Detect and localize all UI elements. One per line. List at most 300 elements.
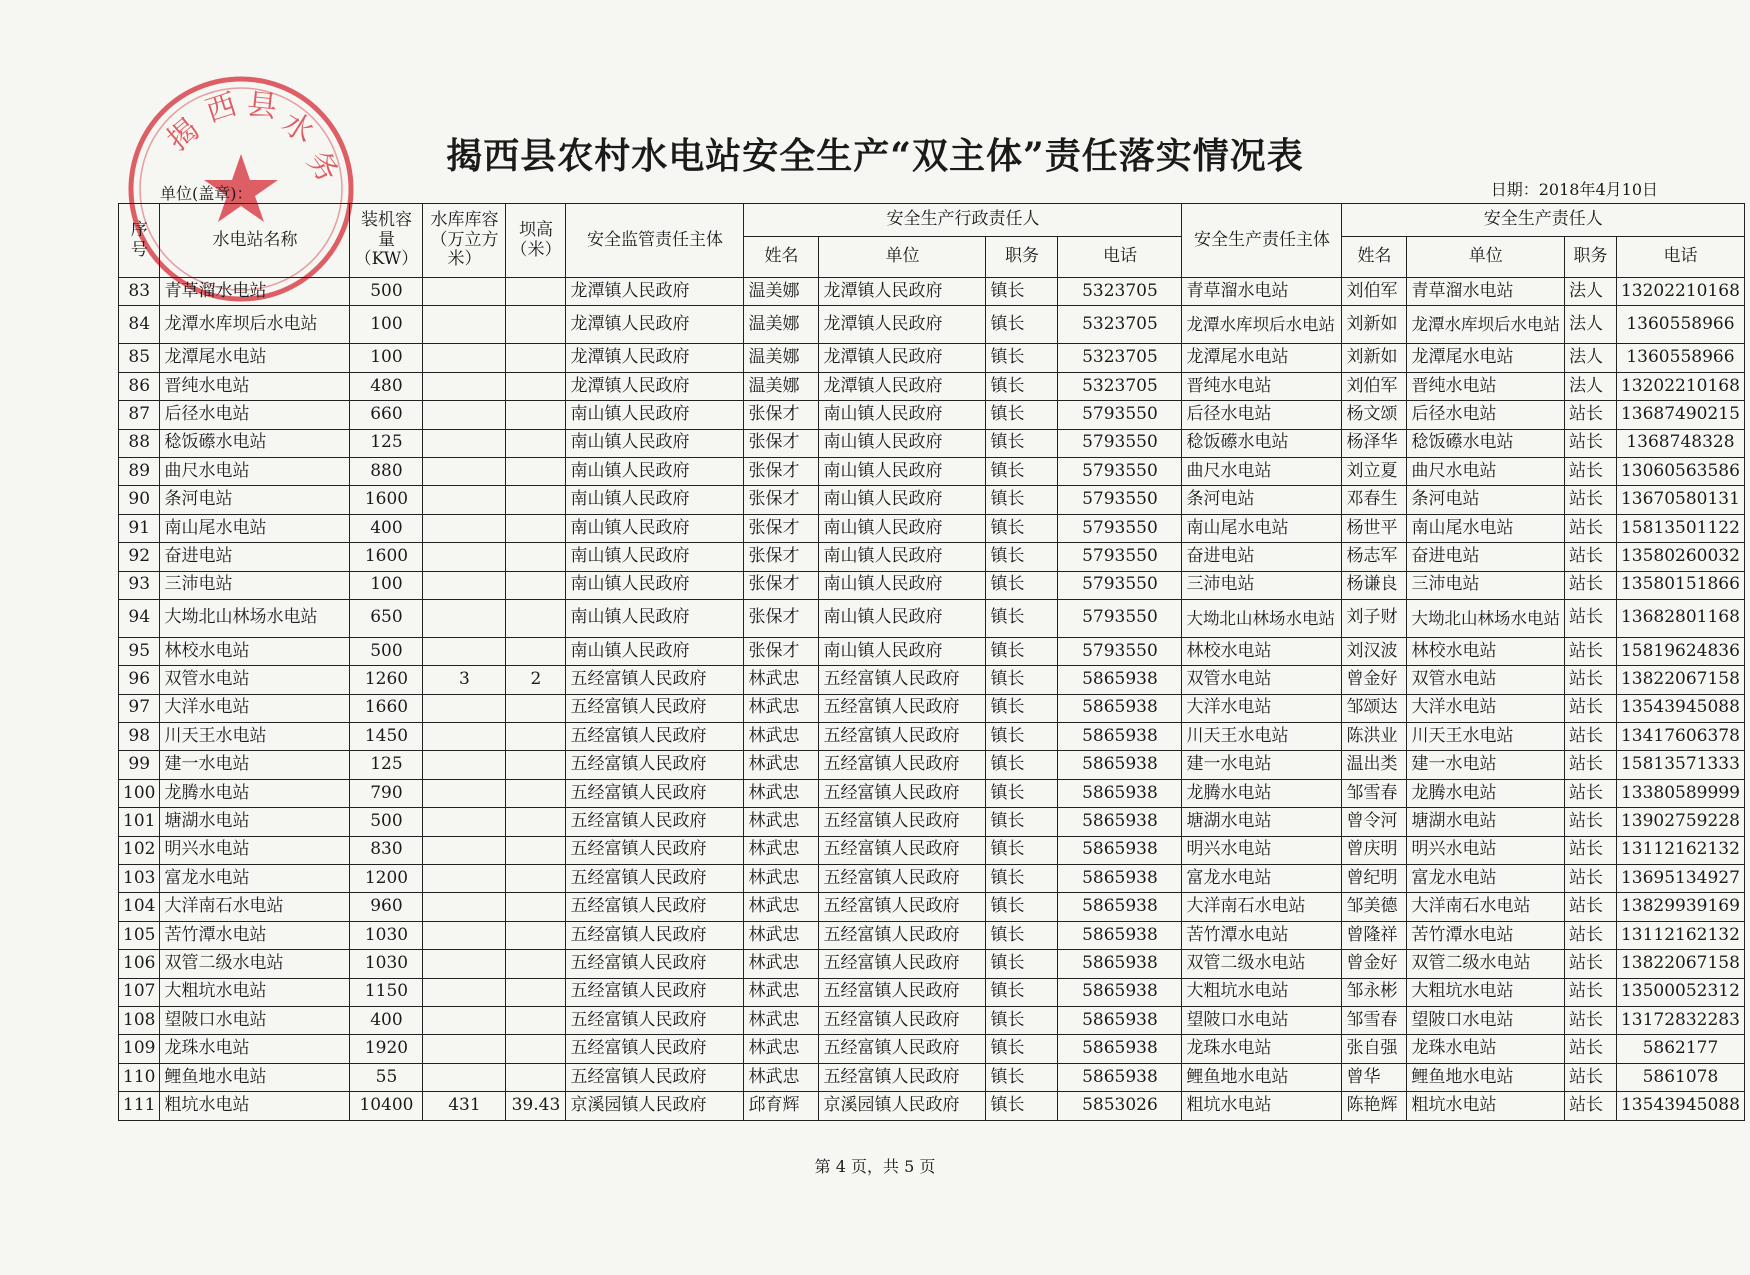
cell-reservoir xyxy=(423,723,506,751)
cell-subject: 鲤鱼地水电站 xyxy=(1182,1063,1342,1091)
table-row xyxy=(119,921,1745,949)
cell-resp-unit: 粗坑水电站 xyxy=(1407,1092,1565,1120)
cell-dam-height xyxy=(506,372,566,400)
cell-resp-name: 温出类 xyxy=(1342,751,1407,779)
cell-subject: 青草溜水电站 xyxy=(1182,278,1342,306)
table-row xyxy=(119,514,1745,542)
cell-admin-name: 林武忠 xyxy=(744,1035,819,1063)
cell-capacity: 100 xyxy=(350,344,423,372)
cell-station-name: 曲尺水电站 xyxy=(160,457,350,485)
header-resp-unit: 单位 xyxy=(1407,237,1565,278)
svg-text:西: 西 xyxy=(201,87,242,130)
cell-resp-post: 法人 xyxy=(1564,344,1616,372)
cell-resp-name: 曾华 xyxy=(1342,1063,1407,1091)
cell-admin-phone: 5865938 xyxy=(1058,1006,1182,1034)
cell-admin-name: 林武忠 xyxy=(744,836,819,864)
cell-seq: 103 xyxy=(119,865,160,893)
cell-capacity: 400 xyxy=(350,514,423,542)
cell-supervisor: 五经富镇人民政府 xyxy=(566,694,744,722)
cell-capacity: 10400 xyxy=(350,1092,423,1120)
cell-seq: 106 xyxy=(119,950,160,978)
cell-station-name: 南山尾水电站 xyxy=(160,514,350,542)
cell-capacity: 960 xyxy=(350,893,423,921)
cell-admin-post: 镇长 xyxy=(986,836,1058,864)
cell-admin-phone: 5865938 xyxy=(1058,1035,1182,1063)
cell-dam-height xyxy=(506,865,566,893)
cell-resp-phone: 13543945088 xyxy=(1616,694,1744,722)
cell-reservoir xyxy=(423,306,506,344)
table-row xyxy=(119,401,1745,429)
cell-seq: 108 xyxy=(119,1006,160,1034)
cell-supervisor: 龙潭镇人民政府 xyxy=(566,306,744,344)
cell-station-name: 奋进电站 xyxy=(160,543,350,571)
cell-admin-post: 镇长 xyxy=(986,543,1058,571)
cell-admin-phone: 5865938 xyxy=(1058,921,1182,949)
cell-resp-phone: 1368748328 xyxy=(1616,429,1744,457)
cell-admin-name: 温美娜 xyxy=(744,306,819,344)
cell-dam-height xyxy=(506,808,566,836)
cell-supervisor: 南山镇人民政府 xyxy=(566,429,744,457)
cell-admin-unit: 五经富镇人民政府 xyxy=(819,723,986,751)
table-row xyxy=(119,808,1745,836)
cell-seq: 92 xyxy=(119,543,160,571)
cell-resp-name: 邹美德 xyxy=(1342,893,1407,921)
cell-admin-post: 镇长 xyxy=(986,1092,1058,1120)
cell-resp-post: 站长 xyxy=(1564,637,1616,665)
cell-dam-height xyxy=(506,836,566,864)
cell-subject: 望陂口水电站 xyxy=(1182,1006,1342,1034)
table-row xyxy=(119,779,1745,807)
cell-seq: 101 xyxy=(119,808,160,836)
cell-supervisor: 南山镇人民政府 xyxy=(566,571,744,599)
table-row xyxy=(119,836,1745,864)
cell-admin-name: 张保才 xyxy=(744,637,819,665)
cell-seq: 95 xyxy=(119,637,160,665)
cell-admin-phone: 5323705 xyxy=(1058,306,1182,344)
cell-station-name: 龙潭尾水电站 xyxy=(160,344,350,372)
cell-admin-phone: 5865938 xyxy=(1058,865,1182,893)
cell-admin-unit: 五经富镇人民政府 xyxy=(819,893,986,921)
cell-subject: 条河电站 xyxy=(1182,486,1342,514)
cell-station-name: 大洋南石水电站 xyxy=(160,893,350,921)
cell-reservoir xyxy=(423,950,506,978)
cell-admin-unit: 五经富镇人民政府 xyxy=(819,950,986,978)
cell-subject: 苦竹潭水电站 xyxy=(1182,921,1342,949)
cell-resp-post: 站长 xyxy=(1564,978,1616,1006)
cell-resp-post: 站长 xyxy=(1564,543,1616,571)
cell-resp-unit: 大洋水电站 xyxy=(1407,694,1565,722)
header-station-name: 水电站名称 xyxy=(160,204,350,278)
cell-resp-unit: 奋进电站 xyxy=(1407,543,1565,571)
cell-admin-name: 温美娜 xyxy=(744,278,819,306)
cell-dam-height xyxy=(506,978,566,1006)
cell-reservoir: 3 xyxy=(423,666,506,694)
table-row xyxy=(119,637,1745,665)
cell-subject: 富龙水电站 xyxy=(1182,865,1342,893)
cell-station-name: 后径水电站 xyxy=(160,401,350,429)
cell-capacity: 125 xyxy=(350,429,423,457)
cell-station-name: 林校水电站 xyxy=(160,637,350,665)
cell-resp-post: 站长 xyxy=(1564,1035,1616,1063)
cell-admin-unit: 五经富镇人民政府 xyxy=(819,1006,986,1034)
table-row xyxy=(119,978,1745,1006)
table-row xyxy=(119,571,1745,599)
cell-admin-post: 镇长 xyxy=(986,921,1058,949)
cell-capacity: 100 xyxy=(350,571,423,599)
cell-supervisor: 五经富镇人民政府 xyxy=(566,808,744,836)
cell-subject: 建一水电站 xyxy=(1182,751,1342,779)
cell-admin-post: 镇长 xyxy=(986,486,1058,514)
cell-seq: 91 xyxy=(119,514,160,542)
cell-admin-phone: 5853026 xyxy=(1058,1092,1182,1120)
cell-capacity: 660 xyxy=(350,401,423,429)
cell-resp-phone: 15813571333 xyxy=(1616,751,1744,779)
cell-resp-unit: 望陂口水电站 xyxy=(1407,1006,1565,1034)
cell-resp-unit: 塘湖水电站 xyxy=(1407,808,1565,836)
cell-reservoir xyxy=(423,893,506,921)
cell-resp-post: 站长 xyxy=(1564,950,1616,978)
cell-resp-name: 刘立夏 xyxy=(1342,457,1407,485)
cell-admin-phone: 5865938 xyxy=(1058,893,1182,921)
cell-resp-name: 刘伯军 xyxy=(1342,278,1407,306)
cell-admin-post: 镇长 xyxy=(986,893,1058,921)
cell-seq: 86 xyxy=(119,372,160,400)
cell-resp-unit: 富龙水电站 xyxy=(1407,865,1565,893)
cell-supervisor: 五经富镇人民政府 xyxy=(566,893,744,921)
cell-admin-post: 镇长 xyxy=(986,599,1058,637)
cell-admin-phone: 5793550 xyxy=(1058,457,1182,485)
cell-seq: 97 xyxy=(119,694,160,722)
cell-admin-name: 张保才 xyxy=(744,457,819,485)
table-row xyxy=(119,457,1745,485)
table-row xyxy=(119,723,1745,751)
cell-capacity: 790 xyxy=(350,779,423,807)
cell-station-name: 三沛电站 xyxy=(160,571,350,599)
cell-admin-post: 镇长 xyxy=(986,457,1058,485)
cell-seq: 84 xyxy=(119,306,160,344)
table-row xyxy=(119,1063,1745,1091)
cell-resp-unit: 川天王水电站 xyxy=(1407,723,1565,751)
cell-dam-height xyxy=(506,723,566,751)
cell-seq: 83 xyxy=(119,278,160,306)
cell-capacity: 500 xyxy=(350,808,423,836)
cell-admin-unit: 龙潭镇人民政府 xyxy=(819,278,986,306)
cell-admin-post: 镇长 xyxy=(986,950,1058,978)
cell-seq: 104 xyxy=(119,893,160,921)
cell-resp-post: 站长 xyxy=(1564,723,1616,751)
svg-text:务: 务 xyxy=(299,144,346,190)
cell-admin-name: 林武忠 xyxy=(744,1063,819,1091)
cell-resp-phone: 5861078 xyxy=(1616,1063,1744,1091)
cell-supervisor: 南山镇人民政府 xyxy=(566,514,744,542)
cell-resp-name: 邹雪春 xyxy=(1342,779,1407,807)
cell-station-name: 条河电站 xyxy=(160,486,350,514)
cell-admin-post: 镇长 xyxy=(986,723,1058,751)
table-row xyxy=(119,372,1745,400)
header-responsible-group: 安全生产责任人 xyxy=(1342,204,1745,237)
cell-resp-post: 站长 xyxy=(1564,921,1616,949)
header-admin-post: 职务 xyxy=(986,237,1058,278)
cell-resp-phone: 5862177 xyxy=(1616,1035,1744,1063)
cell-resp-post: 站长 xyxy=(1564,694,1616,722)
cell-supervisor: 南山镇人民政府 xyxy=(566,637,744,665)
cell-capacity: 480 xyxy=(350,372,423,400)
cell-admin-phone: 5793550 xyxy=(1058,429,1182,457)
cell-resp-unit: 明兴水电站 xyxy=(1407,836,1565,864)
cell-seq: 109 xyxy=(119,1035,160,1063)
cell-admin-unit: 南山镇人民政府 xyxy=(819,514,986,542)
cell-supervisor: 龙潭镇人民政府 xyxy=(566,278,744,306)
header-admin-name: 姓名 xyxy=(744,237,819,278)
cell-subject: 明兴水电站 xyxy=(1182,836,1342,864)
cell-admin-post: 镇长 xyxy=(986,429,1058,457)
cell-resp-name: 刘伯军 xyxy=(1342,372,1407,400)
cell-supervisor: 南山镇人民政府 xyxy=(566,401,744,429)
cell-resp-post: 站长 xyxy=(1564,514,1616,542)
cell-admin-post: 镇长 xyxy=(986,637,1058,665)
cell-resp-phone: 13682801168 xyxy=(1616,599,1744,637)
cell-station-name: 粗坑水电站 xyxy=(160,1092,350,1120)
cell-resp-post: 站长 xyxy=(1564,486,1616,514)
cell-station-name: 富龙水电站 xyxy=(160,865,350,893)
cell-capacity: 1920 xyxy=(350,1035,423,1063)
cell-supervisor: 五经富镇人民政府 xyxy=(566,978,744,1006)
table-row xyxy=(119,344,1745,372)
header-capacity: 装机容量（KW） xyxy=(350,204,423,278)
cell-resp-name: 曾纪明 xyxy=(1342,865,1407,893)
cell-admin-phone: 5793550 xyxy=(1058,543,1182,571)
cell-supervisor: 五经富镇人民政府 xyxy=(566,921,744,949)
cell-subject: 林校水电站 xyxy=(1182,637,1342,665)
cell-seq: 89 xyxy=(119,457,160,485)
cell-supervisor: 南山镇人民政府 xyxy=(566,599,744,637)
cell-admin-name: 林武忠 xyxy=(744,779,819,807)
cell-resp-unit: 林校水电站 xyxy=(1407,637,1565,665)
cell-station-name: 双管水电站 xyxy=(160,666,350,694)
cell-capacity: 1030 xyxy=(350,921,423,949)
cell-resp-unit: 晋纯水电站 xyxy=(1407,372,1565,400)
cell-dam-height xyxy=(506,1035,566,1063)
cell-resp-unit: 龙潭尾水电站 xyxy=(1407,344,1565,372)
cell-resp-unit: 青草溜水电站 xyxy=(1407,278,1565,306)
cell-resp-unit: 苦竹潭水电站 xyxy=(1407,921,1565,949)
table-row xyxy=(119,865,1745,893)
cell-capacity: 1600 xyxy=(350,543,423,571)
cell-admin-unit: 南山镇人民政府 xyxy=(819,599,986,637)
cell-admin-name: 温美娜 xyxy=(744,372,819,400)
cell-resp-phone: 13112162132 xyxy=(1616,921,1744,949)
cell-dam-height xyxy=(506,694,566,722)
cell-seq: 105 xyxy=(119,921,160,949)
cell-admin-name: 张保才 xyxy=(744,571,819,599)
cell-admin-name: 林武忠 xyxy=(744,751,819,779)
cell-resp-name: 陈洪业 xyxy=(1342,723,1407,751)
cell-station-name: 晋纯水电站 xyxy=(160,372,350,400)
cell-dam-height xyxy=(506,401,566,429)
cell-supervisor: 五经富镇人民政府 xyxy=(566,1006,744,1034)
cell-seq: 99 xyxy=(119,751,160,779)
cell-subject: 大洋南石水电站 xyxy=(1182,893,1342,921)
cell-reservoir xyxy=(423,1035,506,1063)
cell-admin-phone: 5865938 xyxy=(1058,836,1182,864)
cell-resp-name: 杨谦良 xyxy=(1342,571,1407,599)
table-body xyxy=(119,278,1745,1121)
cell-capacity: 830 xyxy=(350,836,423,864)
cell-supervisor: 五经富镇人民政府 xyxy=(566,950,744,978)
cell-resp-phone: 13543945088 xyxy=(1616,1092,1744,1120)
svg-text:揭: 揭 xyxy=(160,112,207,159)
table-row xyxy=(119,599,1745,637)
header-seq: 序号 xyxy=(119,204,160,278)
cell-resp-name: 刘新如 xyxy=(1342,306,1407,344)
cell-reservoir: 431 xyxy=(423,1092,506,1120)
cell-station-name: 明兴水电站 xyxy=(160,836,350,864)
cell-subject: 后径水电站 xyxy=(1182,401,1342,429)
cell-resp-phone: 13202210168 xyxy=(1616,372,1744,400)
cell-admin-post: 镇长 xyxy=(986,865,1058,893)
cell-admin-post: 镇长 xyxy=(986,1035,1058,1063)
cell-resp-post: 站长 xyxy=(1564,779,1616,807)
cell-reservoir xyxy=(423,751,506,779)
cell-resp-post: 站长 xyxy=(1564,599,1616,637)
cell-admin-post: 镇长 xyxy=(986,1006,1058,1034)
cell-resp-name: 杨泽华 xyxy=(1342,429,1407,457)
cell-admin-unit: 南山镇人民政府 xyxy=(819,401,986,429)
cell-reservoir xyxy=(423,401,506,429)
cell-admin-unit: 龙潭镇人民政府 xyxy=(819,372,986,400)
cell-resp-unit: 建一水电站 xyxy=(1407,751,1565,779)
cell-admin-unit: 五经富镇人民政府 xyxy=(819,836,986,864)
cell-dam-height xyxy=(506,543,566,571)
cell-admin-name: 林武忠 xyxy=(744,1006,819,1034)
cell-reservoir xyxy=(423,978,506,1006)
cell-reservoir xyxy=(423,1006,506,1034)
svg-text:水: 水 xyxy=(275,105,320,151)
cell-supervisor: 五经富镇人民政府 xyxy=(566,1063,744,1091)
cell-resp-phone: 13580260032 xyxy=(1616,543,1744,571)
cell-resp-phone: 13687490215 xyxy=(1616,401,1744,429)
cell-resp-phone: 13695134927 xyxy=(1616,865,1744,893)
cell-station-name: 川天王水电站 xyxy=(160,723,350,751)
cell-dam-height xyxy=(506,514,566,542)
cell-admin-phone: 5793550 xyxy=(1058,599,1182,637)
cell-admin-unit: 五经富镇人民政府 xyxy=(819,921,986,949)
cell-admin-post: 镇长 xyxy=(986,278,1058,306)
table-row xyxy=(119,666,1745,694)
cell-resp-phone: 13417606378 xyxy=(1616,723,1744,751)
cell-seq: 96 xyxy=(119,666,160,694)
cell-resp-phone: 13670580131 xyxy=(1616,486,1744,514)
cell-reservoir xyxy=(423,429,506,457)
cell-admin-unit: 南山镇人民政府 xyxy=(819,457,986,485)
cell-admin-name: 林武忠 xyxy=(744,921,819,949)
header-admin-group: 安全生产行政责任人 xyxy=(744,204,1182,237)
cell-admin-name: 张保才 xyxy=(744,543,819,571)
table-row xyxy=(119,278,1745,306)
cell-reservoir xyxy=(423,865,506,893)
cell-reservoir xyxy=(423,457,506,485)
cell-resp-name: 张自强 xyxy=(1342,1035,1407,1063)
cell-admin-phone: 5793550 xyxy=(1058,571,1182,599)
cell-resp-name: 杨文颂 xyxy=(1342,401,1407,429)
cell-reservoir xyxy=(423,779,506,807)
cell-resp-phone: 13060563586 xyxy=(1616,457,1744,485)
cell-admin-name: 林武忠 xyxy=(744,978,819,1006)
cell-seq: 100 xyxy=(119,779,160,807)
cell-capacity: 125 xyxy=(350,751,423,779)
table-row xyxy=(119,306,1745,344)
cell-capacity: 650 xyxy=(350,599,423,637)
cell-reservoir xyxy=(423,514,506,542)
table-row xyxy=(119,950,1745,978)
cell-dam-height xyxy=(506,751,566,779)
cell-admin-name: 林武忠 xyxy=(744,865,819,893)
cell-dam-height: 39.43 xyxy=(506,1092,566,1120)
cell-resp-unit: 龙潭水库坝后水电站 xyxy=(1407,306,1565,344)
cell-resp-phone: 13500052312 xyxy=(1616,978,1744,1006)
cell-dam-height xyxy=(506,571,566,599)
cell-subject: 三沛电站 xyxy=(1182,571,1342,599)
cell-station-name: 龙腾水电站 xyxy=(160,779,350,807)
cell-admin-unit: 龙潭镇人民政府 xyxy=(819,344,986,372)
cell-seq: 110 xyxy=(119,1063,160,1091)
cell-resp-phone: 13822067158 xyxy=(1616,666,1744,694)
cell-supervisor: 南山镇人民政府 xyxy=(566,457,744,485)
cell-subject: 龙珠水电站 xyxy=(1182,1035,1342,1063)
cell-station-name: 龙珠水电站 xyxy=(160,1035,350,1063)
cell-admin-phone: 5865938 xyxy=(1058,978,1182,1006)
cell-resp-name: 邓春生 xyxy=(1342,486,1407,514)
cell-admin-post: 镇长 xyxy=(986,978,1058,1006)
cell-admin-phone: 5323705 xyxy=(1058,278,1182,306)
cell-admin-unit: 五经富镇人民政府 xyxy=(819,666,986,694)
cell-admin-post: 镇长 xyxy=(986,694,1058,722)
cell-resp-post: 站长 xyxy=(1564,865,1616,893)
cell-dam-height xyxy=(506,344,566,372)
cell-supervisor: 龙潭镇人民政府 xyxy=(566,344,744,372)
cell-resp-unit: 大粗坑水电站 xyxy=(1407,978,1565,1006)
cell-admin-phone: 5865938 xyxy=(1058,950,1182,978)
cell-resp-phone: 13380589999 xyxy=(1616,779,1744,807)
cell-dam-height xyxy=(506,486,566,514)
header-supervisor: 安全监管责任主体 xyxy=(566,204,744,278)
cell-dam-height xyxy=(506,429,566,457)
cell-admin-phone: 5323705 xyxy=(1058,372,1182,400)
cell-admin-name: 张保才 xyxy=(744,514,819,542)
cell-station-name: 鲤鱼地水电站 xyxy=(160,1063,350,1091)
cell-capacity: 1600 xyxy=(350,486,423,514)
cell-resp-phone: 13580151866 xyxy=(1616,571,1744,599)
unit-seal-label: 单位(盖章)： xyxy=(160,184,253,203)
cell-resp-phone: 13112162132 xyxy=(1616,836,1744,864)
cell-admin-name: 张保才 xyxy=(744,599,819,637)
cell-resp-unit: 三沛电站 xyxy=(1407,571,1565,599)
cell-seq: 88 xyxy=(119,429,160,457)
cell-admin-phone: 5793550 xyxy=(1058,401,1182,429)
cell-admin-unit: 五经富镇人民政府 xyxy=(819,978,986,1006)
cell-subject: 稔饭礤水电站 xyxy=(1182,429,1342,457)
cell-reservoir xyxy=(423,344,506,372)
header-dam-height: 坝高（米） xyxy=(506,204,566,278)
cell-capacity: 880 xyxy=(350,457,423,485)
cell-supervisor: 五经富镇人民政府 xyxy=(566,865,744,893)
cell-reservoir xyxy=(423,836,506,864)
cell-subject: 双管二级水电站 xyxy=(1182,950,1342,978)
cell-dam-height xyxy=(506,950,566,978)
table-row xyxy=(119,543,1745,571)
cell-resp-unit: 大坳北山林场水电站 xyxy=(1407,599,1565,637)
cell-admin-phone: 5865938 xyxy=(1058,779,1182,807)
